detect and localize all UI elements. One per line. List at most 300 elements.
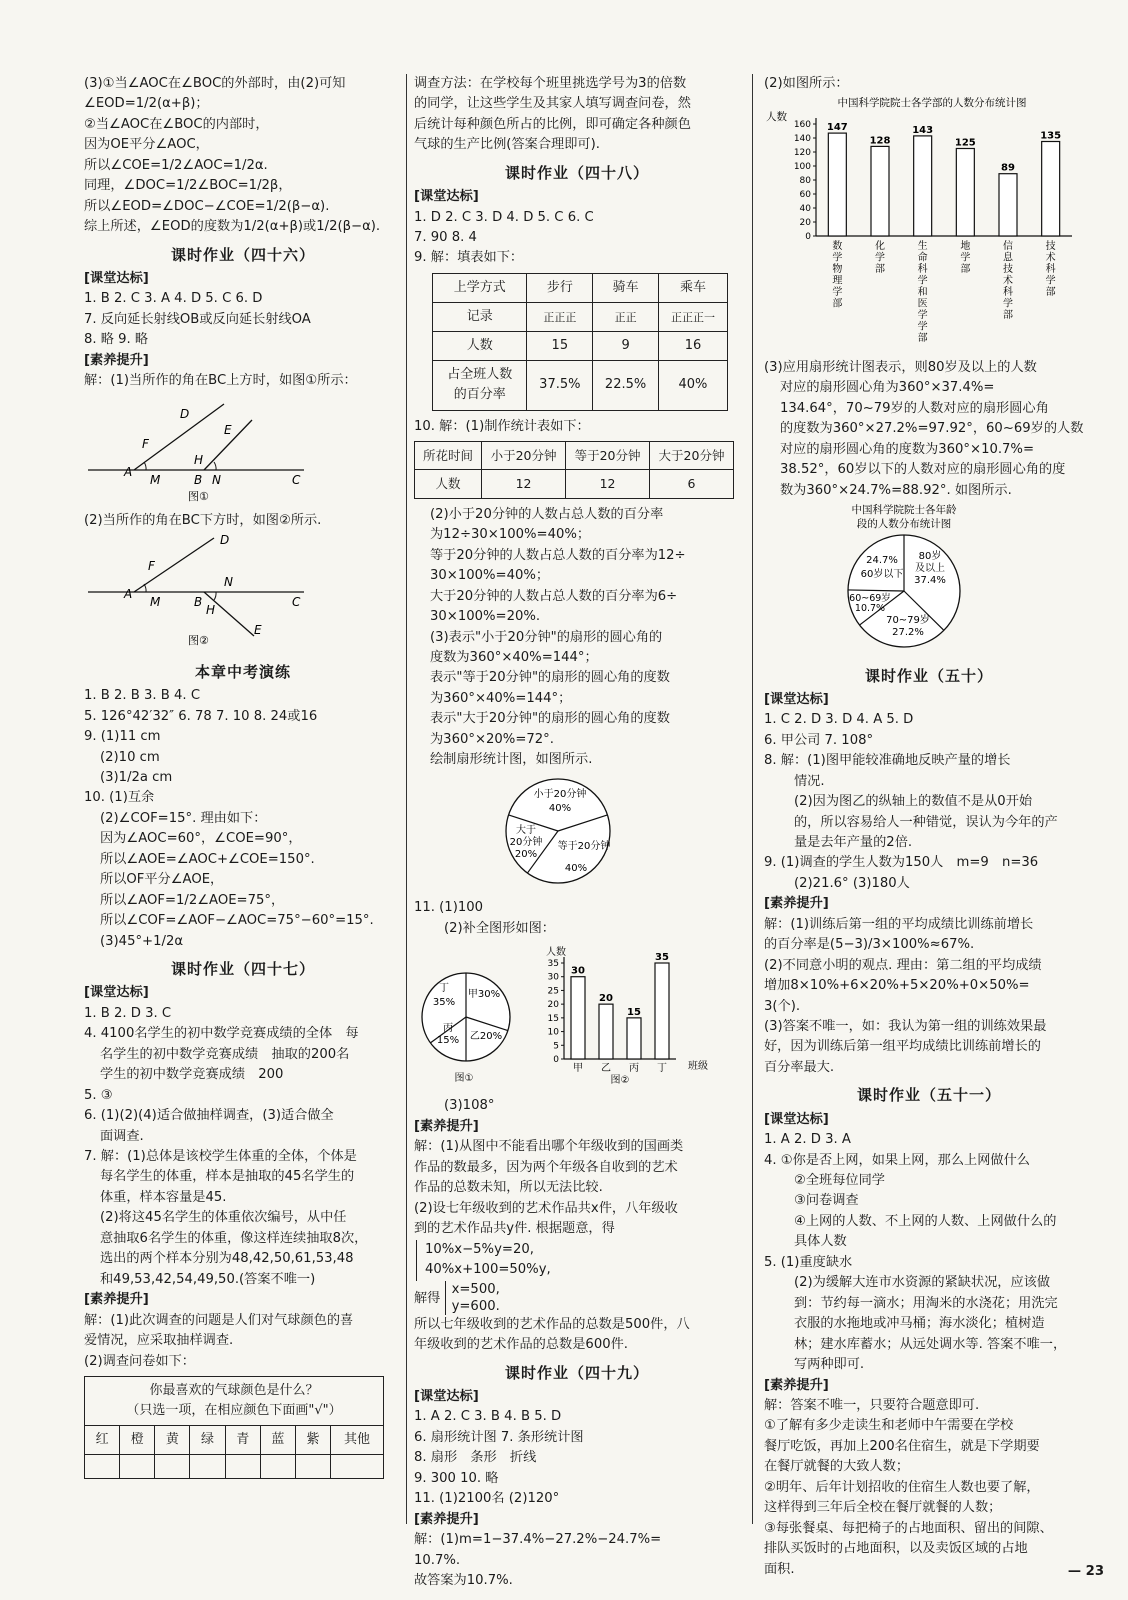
section-title: 课时作业（五十一）: [856, 1086, 1001, 1105]
answer-line: 8. 解：(1)图甲能较准确地反映产量的增长: [764, 753, 1011, 769]
data-label: 30: [571, 965, 585, 977]
answer-line: ②明年、后年计划招收的住宿生人数也要了解，: [764, 1479, 1040, 1495]
geometry-figure-1: [84, 392, 314, 504]
svg-text:D: D: [180, 406, 190, 421]
pie-label: 等于20分钟: [557, 840, 611, 852]
category-label: 部: [960, 264, 971, 276]
category-label: 数: [832, 241, 843, 253]
category-label: 技: [1045, 241, 1056, 253]
answer-line: 增加8×10%+6×20%+5×20%+0×50%=: [764, 978, 1030, 994]
answer-line: 134.64°，70~79岁的人数对应的扇形圆心角: [780, 400, 1049, 416]
answer-line: 解：(1)当所作的角在BC上方时，如图①所示：: [84, 373, 357, 389]
answer-line: 1. B 2. D 3. C: [84, 1005, 172, 1021]
pie-label: 15%: [436, 1035, 460, 1047]
answer-line: 百分率最大.: [764, 1059, 835, 1075]
pie-label: 20%: [514, 848, 538, 860]
answer-line: 作品的总数未知，所以无法比较.: [414, 1180, 603, 1196]
survey-table: [84, 1376, 384, 1479]
y-tick-label: 15: [547, 1013, 559, 1024]
answer-line: 38.52°，60岁以下的人数对应的扇形圆心角的度: [780, 462, 1066, 478]
answer-line: 选出的两个样本分别为48,42,50,61,53,48: [100, 1251, 354, 1267]
category-label: 技: [1003, 264, 1013, 276]
pie-label: 40%: [564, 862, 588, 874]
answer-line: (2)补全图形如图：: [444, 920, 555, 936]
answer-line: 4. 4100名学生的初中数学竞赛成绩的全体 每: [84, 1026, 359, 1042]
answer-line: (3)表示"小于20分钟"的扇形的圆心角的: [430, 629, 663, 645]
subsection-label: [素养提升]: [414, 1511, 479, 1527]
answer-line: 量是去年产量的2倍.: [794, 834, 913, 850]
section-title: 课时作业（四十九）: [504, 1363, 649, 1382]
bar-chart-academicians: [764, 94, 1094, 350]
text-line: 的同学，让这些学生及其家人填写调查问卷，然: [414, 96, 691, 112]
bar: [956, 149, 974, 237]
answer-line: 1. A 2. D 3. A: [764, 1132, 851, 1148]
y-tick-label: 160: [793, 120, 811, 131]
section-title: 本章中考演练: [194, 662, 291, 681]
pie-label: 35%: [432, 997, 456, 1009]
answer-line: 5. ③: [84, 1087, 113, 1103]
table-header: 骑车: [593, 273, 659, 302]
answer-line: 8. 扇形 条形 折线: [414, 1450, 537, 1466]
answer-line: (3)45°+1/2α: [100, 933, 184, 949]
svg-text:B: B: [194, 594, 203, 609]
answer-line: 8. 略 9. 略: [84, 332, 149, 348]
table-cell: 12: [482, 470, 566, 498]
text-line: ②当∠AOC在∠BOC的内部时，: [84, 116, 269, 132]
svg-text:M: M: [150, 472, 161, 487]
category-label: 和: [917, 287, 928, 299]
pie-chart-age: [764, 501, 1094, 651]
answer-line: 为360°×20%=72°.: [430, 731, 554, 747]
answer-line: (2)为缓解大连市水资源的紧缺状况，应该做: [794, 1275, 1051, 1291]
answer-line: 4. ①你是否上网，如果上网，那么上网做什么: [764, 1152, 1030, 1168]
pie-chart-time: [414, 771, 740, 891]
answer-line: 3(个).: [764, 998, 801, 1014]
y-tick-label: 20: [547, 1000, 559, 1011]
solution-value: y=600.: [451, 1298, 500, 1314]
category-label: 学: [917, 275, 928, 287]
svg-text:C: C: [292, 472, 301, 487]
section-title: 课时作业（四十八）: [504, 163, 649, 182]
table-cell: 人数: [415, 470, 482, 498]
answer-line: 解：(1)从图中不能看出哪个年级收到的国画类: [414, 1139, 684, 1155]
data-label: 128: [869, 135, 891, 147]
answer-line: 排队买饭时的占地面积，以及卖饭区域的占地: [764, 1541, 1028, 1557]
table-cell: 9: [593, 332, 659, 361]
bar: [999, 174, 1017, 236]
pie-label: 丁: [439, 983, 449, 995]
table-header: 上学方式: [433, 273, 527, 302]
solution-label: 解得: [414, 1290, 441, 1306]
table-header: 等于20分钟: [566, 442, 650, 470]
figure-caption: 图②: [610, 1075, 630, 1087]
answer-line: 表示"大于20分钟"的扇形的圆心角的度数: [430, 711, 670, 727]
answer-line: 所以OF平分∠AOE，: [100, 872, 224, 888]
subsection-label: [课堂达标]: [414, 1389, 479, 1405]
svg-text:F: F: [148, 558, 155, 573]
answer-line: 1. A 2. C 3. B 4. B 5. D: [414, 1409, 562, 1425]
answer-line: 为12÷30×100%=40%；: [430, 527, 591, 543]
class-charts: [414, 939, 740, 1089]
figure-caption: 图①: [188, 489, 209, 503]
svg-text:E: E: [254, 622, 262, 637]
category-label: 科: [1003, 287, 1013, 299]
category-label: 科: [917, 264, 928, 276]
svg-text:D: D: [220, 532, 230, 547]
text-line: 综上所述，∠EOD的度数为1/2(α+β)或1/2(β−α).: [84, 219, 381, 235]
color-cell: 蓝: [260, 1426, 295, 1455]
category-label: 学: [832, 252, 843, 264]
subsection-label: [素养提升]: [84, 1292, 149, 1308]
data-label: 35: [655, 952, 669, 964]
answer-line: (2)当所作的角在BC下方时，如图②所示.: [84, 513, 322, 529]
answer-line: ③每张餐桌、每把椅子的占地面积、留出的间隙、: [764, 1520, 1053, 1536]
bar-chart-academicians-marks: [794, 118, 1072, 344]
answer-line: ③问卷调查: [794, 1193, 859, 1209]
pie-label: 甲30%: [467, 989, 501, 1001]
subsection-label: [素养提升]: [84, 352, 149, 368]
answer-line: 年级收到的艺术作品的总数是600件.: [414, 1337, 628, 1353]
table-cell: 正正: [593, 303, 659, 332]
pie-label: 40%: [548, 802, 572, 814]
answer-line: 对应的扇形圆心角为360°×37.4%=: [780, 380, 995, 396]
answer-line: 所以∠COF=∠AOF−∠AOC=75°−60°=15°.: [100, 913, 374, 929]
answer-line: 解：答案不唯一，只要符合题意即可.: [764, 1397, 980, 1413]
chart-title: 中国科学院院士各学部的人数分布统计图: [837, 97, 1027, 110]
svg-text:H: H: [194, 452, 204, 467]
chart-title: 中国科学院院士各年龄: [851, 504, 957, 517]
commute-table: [432, 273, 728, 411]
category-label: 息: [1003, 252, 1013, 264]
answer-line: 9. (1)调查的学生人数为150人 m=9 n=36: [764, 855, 1039, 871]
table-cell: 正正正一: [658, 303, 727, 332]
y-tick-label: 30: [547, 972, 559, 983]
color-cell: 绿: [190, 1426, 225, 1455]
axis-label: 人数: [766, 111, 787, 124]
column-divider: [752, 74, 753, 1524]
pie-label: 37.4%: [914, 575, 946, 587]
table-header: 小于20分钟: [482, 442, 566, 470]
category-label: 医: [917, 298, 928, 310]
answer-line: 这样得到三年后全校在餐厅就餐的人数；: [764, 1500, 1002, 1516]
data-label: 89: [1001, 163, 1015, 175]
table-cell: 37.5%: [527, 361, 593, 410]
answer-line: 面调查.: [100, 1128, 144, 1144]
category-label: 信: [1003, 241, 1013, 253]
color-cell: 黄: [155, 1426, 190, 1455]
answer-line: 餐厅吃饭，再加上200名住宿生，就是下学期要: [764, 1438, 1040, 1454]
color-cell: 其他: [331, 1426, 384, 1455]
category-label: 甲: [573, 1063, 583, 1075]
pie-label: 10.7%: [854, 603, 886, 615]
category-label: 理: [832, 275, 843, 287]
answer-line: 具体人数: [794, 1234, 847, 1250]
answer-line: 7. 90 8. 4: [414, 229, 477, 245]
category-label: 术: [1003, 275, 1013, 287]
answer-line: (2)调查问卷如下：: [84, 1353, 195, 1369]
subsection-label: [素养提升]: [764, 896, 829, 912]
bar: [655, 963, 669, 1059]
answer-line: 11. (1)100: [414, 900, 484, 916]
answer-line: 在餐厅就餐的大致人数；: [764, 1459, 910, 1475]
answer-line: 11. (1)2100名 (2)120°: [414, 1491, 560, 1507]
category-label: 部: [875, 264, 885, 276]
category-label: 地: [960, 241, 971, 253]
bar: [627, 1018, 641, 1059]
page-number: — 23: [1067, 1563, 1104, 1579]
answer-line: 6. 扇形统计图 7. 条形统计图: [414, 1429, 584, 1445]
bar: [571, 977, 585, 1059]
answer-line: 9. (1)11 cm: [84, 729, 161, 745]
data-label: 147: [826, 122, 848, 134]
y-tick-label: 80: [799, 176, 811, 187]
svg-text:H: H: [206, 602, 216, 617]
answer-line: 面积.: [764, 1561, 795, 1577]
svg-text:A: A: [124, 586, 133, 601]
data-label: 125: [954, 137, 976, 149]
time-table: [414, 441, 734, 499]
answer-line: ②全班每位同学: [794, 1173, 885, 1188]
bar: [599, 1004, 613, 1059]
svg-text:A: A: [124, 464, 133, 479]
figure-caption: 图①: [454, 1073, 474, 1085]
answer-line: 7. 解：(1)总体是该校学生体重的全体，个体是: [84, 1148, 357, 1164]
table-cell: 记录: [433, 303, 527, 332]
answer-line: (2)∠COF=15°. 理由如下：: [100, 810, 267, 826]
answer-line: 10. 解：(1)制作统计表如下：: [414, 418, 590, 434]
answer-line: 写两种即可.: [794, 1357, 865, 1373]
answer-line: 7. 反向延长射线OB或反向延长射线OA: [84, 311, 311, 327]
answer-line: 绘制扇形统计图，如图所示.: [430, 752, 593, 768]
category-label: 部: [1045, 287, 1056, 299]
survey-instruction: （只选一项，在相应颜色下面画"√"）: [85, 1401, 384, 1426]
y-tick-label: 140: [793, 134, 811, 145]
y-tick-label: 10: [547, 1027, 559, 1038]
svg-text:N: N: [212, 472, 221, 487]
answer-line: 10. (1)互余: [84, 790, 155, 806]
text-line: 所以∠COE=1/2∠AOC=1/2α.: [84, 157, 268, 173]
table-cell-line: 占全班人数: [447, 367, 513, 383]
equation-system: [416, 1240, 740, 1281]
category-label: 命: [917, 252, 928, 264]
answer-line: 故答案为10.7%.: [414, 1573, 513, 1589]
answer-line: (3)1/2a cm: [100, 770, 173, 786]
answer-line: [414, 1281, 740, 1315]
subsection-label: [素养提升]: [764, 1377, 829, 1393]
answer-line: 林；建水库蓄水；从远处调水等. 答案不唯一，: [794, 1336, 1067, 1352]
answer-line: 学生的初中数学竞赛成绩 200: [100, 1067, 284, 1083]
text-line: 所以∠EOD=∠DOC−∠COE=1/2(β−α).: [84, 198, 330, 214]
answer-line: 情况.: [794, 773, 825, 789]
bar: [1042, 142, 1060, 237]
answer-line: 1. B 2. B 3. B 4. C: [84, 688, 201, 704]
answer-line: 度数为360°×40%=144°；: [430, 649, 598, 665]
answer-line: 好，因为训练后第一组平均成绩比训练前增长的: [764, 1039, 1041, 1055]
section-title: 课时作业（四十七）: [170, 960, 315, 979]
data-label: 143: [912, 125, 934, 137]
table-header: 所花时间: [415, 442, 482, 470]
y-tick-label: 120: [793, 148, 811, 159]
chart-title: 段的人数分布统计图: [856, 518, 952, 531]
answer-line: (2)因为图乙的纵轴上的数值不是从0开始: [794, 794, 1033, 810]
table-cell: 6: [650, 470, 734, 498]
answer-line: 5. (1)重度缺水: [764, 1254, 853, 1270]
answer-line: 等于20分钟的人数占总人数的百分率为12÷: [430, 547, 686, 563]
answer-line: (3)答案不唯一，如：我认为第一组的训练效果最: [764, 1019, 1047, 1035]
answer-line: 所以∠AOE=∠AOC+∠COE=150°.: [100, 851, 315, 867]
answer-line: 30×100%=20%.: [430, 609, 541, 625]
pie-label: 20分钟: [509, 836, 543, 848]
column-divider: [406, 74, 407, 1524]
category-label: 学: [1045, 275, 1056, 287]
answer-line: 10.7%.: [414, 1552, 461, 1568]
category-label: 丁: [657, 1063, 667, 1075]
y-tick-label: 25: [547, 986, 559, 997]
answer-line: 每名学生的体重，样本是抽取的45名学生的: [100, 1169, 355, 1185]
answer-line: 的百分率是(5−3)/3×100%≈67%.: [764, 937, 975, 953]
table-header: 步行: [527, 273, 593, 302]
table-cell: 正正正: [527, 303, 593, 332]
category-label: 学: [960, 252, 971, 264]
answer-line: 30×100%=40%；: [430, 568, 550, 584]
category-label: 学: [1003, 298, 1013, 310]
pie-label: 80岁: [918, 551, 942, 563]
pie-label: 小于20分钟: [533, 788, 587, 800]
answer-line: 作品的数最多，因为两个年级各自收到的艺术: [414, 1159, 678, 1175]
category-label: 化: [875, 241, 885, 253]
answer-line: 为360°×40%=144°；: [430, 690, 572, 706]
pie-chart-class-slices: [422, 973, 510, 1061]
answer-line: 所以七年级收到的艺术作品的总数是500件，八: [414, 1316, 690, 1332]
section-title: 课时作业（四十六）: [170, 245, 315, 264]
category-label: 乙: [601, 1063, 611, 1075]
survey-question: 你最喜欢的气球颜色是什么？: [85, 1376, 384, 1401]
answer-line: 和49,53,42,54,49,50.(答案不唯一): [100, 1271, 316, 1287]
data-label: 15: [627, 1006, 641, 1018]
category-label: 学: [832, 287, 843, 299]
y-tick-label: 5: [553, 1041, 559, 1052]
answer-line: 9. 解：填表如下：: [414, 250, 524, 266]
answer-line: (2)21.6° (3)180人: [794, 875, 910, 891]
equation: 40%x+100=50%y,: [425, 1262, 551, 1278]
answer-line: ①了解有多少走读生和老师中午需要在学校: [764, 1418, 1014, 1434]
table-cell: 人数: [433, 332, 527, 361]
answer-line: 解：(1)训练后第一组的平均成绩比训练前增长: [764, 916, 1034, 932]
table-header: 大于20分钟: [650, 442, 734, 470]
column-1: [84, 74, 402, 1485]
color-cell: 青: [225, 1426, 260, 1455]
bar: [914, 136, 932, 236]
answer-line: 名学生的初中数学竞赛成绩 抽取的200名: [100, 1046, 350, 1062]
axis-label: 班级: [688, 1061, 708, 1073]
category-label: 生: [917, 241, 928, 253]
y-tick-label: 20: [799, 218, 811, 229]
answer-line: (3)108°: [444, 1098, 495, 1114]
pie-label: 大于: [516, 824, 536, 836]
bar: [828, 134, 846, 237]
pie-label: 丙: [443, 1023, 453, 1035]
text-line: ∠EOD=1/2(α+β)；: [84, 96, 209, 112]
subsection-label: [课堂达标]: [84, 270, 149, 286]
subsection-label: [素养提升]: [414, 1118, 479, 1134]
category-label: 物: [832, 264, 843, 276]
pie-label: 70~79岁: [886, 615, 930, 627]
text-line: (3)①当∠AOC在∠BOC的外部时，由(2)可知: [84, 76, 346, 91]
data-label: 135: [1040, 130, 1062, 142]
table-cell: 16: [658, 332, 727, 361]
answer-line: 对应的扇形圆心角的度数为360°×10.7%=: [780, 441, 1035, 457]
table-cell: 12: [566, 470, 650, 498]
subsection-label: [课堂达标]: [764, 691, 829, 707]
answer-line: 因为∠AOC=60°，∠COE=90°，: [100, 831, 302, 847]
answer-line: (2)设七年级收到的艺术作品共x件，八年级收: [414, 1200, 678, 1216]
answer-line: 所以∠AOF=1/2∠AOE=75°，: [100, 892, 285, 908]
category-label: 丙: [629, 1063, 639, 1075]
table-cell: 15: [527, 332, 593, 361]
column-2: [414, 74, 740, 1592]
text-line: 同理，∠DOC=1/2∠BOC=1/2β，: [84, 178, 292, 194]
geometry-figure-2: [84, 532, 314, 648]
svg-text:M: M: [150, 594, 161, 609]
color-cell: 紫: [295, 1426, 330, 1455]
answer-line: (2)10 cm: [100, 749, 160, 765]
y-tick-label: 35: [547, 959, 559, 970]
category-label: 部: [917, 333, 928, 345]
answer-line: 爱情况，应采取抽样调查.: [84, 1333, 234, 1349]
solution-value: x=500,: [451, 1281, 500, 1297]
answer-line: 1. D 2. C 3. D 4. D 5. C 6. C: [414, 209, 594, 225]
equation: 10%x−5%y=20,: [425, 1241, 534, 1257]
figure-caption: 图②: [188, 633, 209, 647]
color-cell: 橙: [120, 1426, 155, 1455]
answer-line: 表示"等于20分钟"的扇形的圆心角的度数: [430, 670, 670, 686]
y-tick-label: 100: [793, 162, 811, 173]
subsection-label: [课堂达标]: [764, 1111, 829, 1127]
pie-label: 60岁以下: [860, 569, 904, 581]
answer-line: 解：(1)m=1−37.4%−27.2%−24.7%=: [414, 1532, 662, 1548]
category-label: 学: [917, 310, 928, 322]
svg-text:F: F: [142, 436, 149, 451]
table-cell: 40%: [658, 361, 727, 410]
y-tick-label: 40: [799, 204, 811, 215]
text-line: 调查方法：在学校每个班里挑选学号为3的倍数: [414, 76, 687, 91]
answer-line: 大于20分钟的人数占总人数的百分率为6÷: [430, 588, 678, 604]
pie-label: 27.2%: [892, 627, 924, 639]
table-header: 乘车: [658, 273, 727, 302]
y-tick-label: 0: [805, 232, 811, 243]
answer-line: 6. (1)(2)(4)适合做抽样调查，(3)适合做全: [84, 1108, 334, 1124]
answer-line: 1. C 2. D 3. D 4. A 5. D: [764, 712, 914, 728]
y-tick-label: 60: [799, 190, 811, 201]
answer-line: (2)将这45名学生的体重依次编号，从中任: [100, 1210, 347, 1226]
answer-line: 数为360°×24.7%=88.92°. 如图所示.: [780, 482, 1012, 498]
color-cell: 红: [85, 1426, 120, 1455]
svg-text:N: N: [224, 574, 233, 589]
data-label: 20: [599, 993, 613, 1005]
answer-line: 体重，样本容量是45.: [100, 1189, 227, 1205]
section-title: 课时作业（五十）: [864, 666, 993, 685]
category-label: 学: [917, 321, 928, 333]
text-line: (2)如图所示：: [764, 76, 849, 91]
answer-line: 9. 300 10. 略: [414, 1470, 499, 1486]
column-3: [764, 74, 1094, 1580]
svg-text:B: B: [194, 472, 203, 487]
axis-label: 人数: [546, 947, 566, 959]
category-label: 术: [1045, 252, 1056, 264]
bar-chart-class: [548, 952, 676, 1074]
svg-text:E: E: [224, 422, 232, 437]
y-tick-label: 0: [553, 1055, 559, 1066]
